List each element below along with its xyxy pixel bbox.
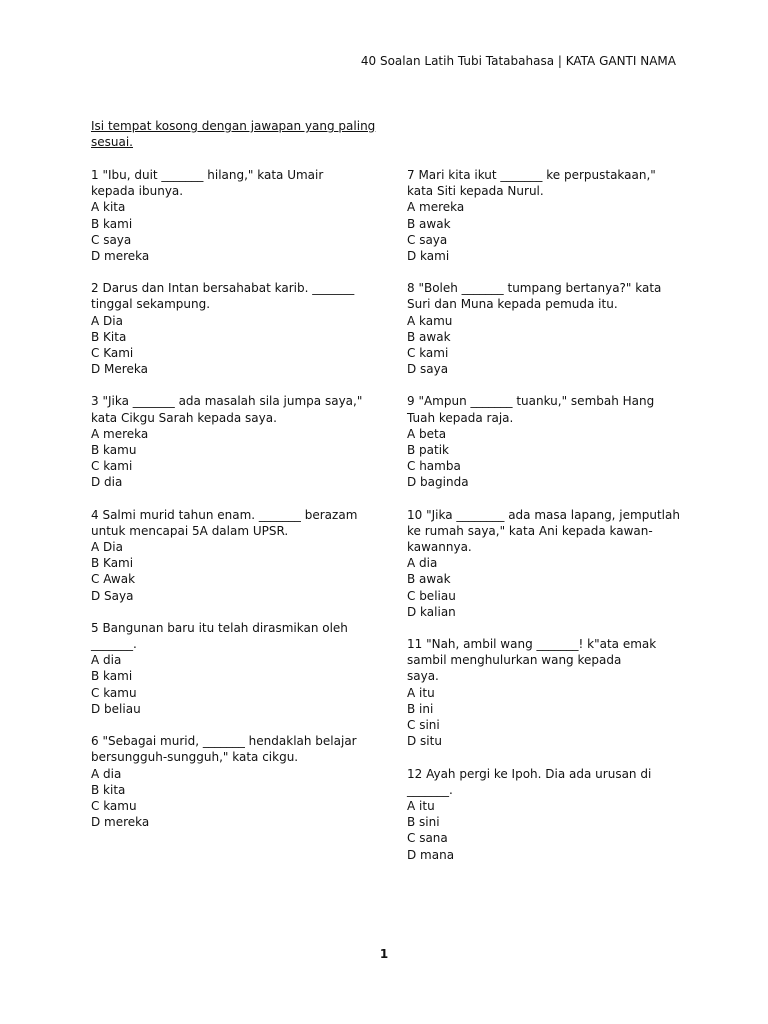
- option-a: A dia: [91, 653, 122, 668]
- option-d: D saya: [407, 362, 449, 377]
- option-c: C saya: [407, 232, 448, 247]
- option-d: D dia: [91, 475, 123, 490]
- question-text: 11 "Nah, ambil wang _______! k"ata emak sambil menghulurkan wang kepada saya.: [407, 637, 657, 684]
- option-c: C Kami: [91, 346, 134, 361]
- question-7: [407, 167, 692, 264]
- option-d: D baginda: [407, 475, 469, 490]
- option-c: C beliau: [407, 588, 456, 603]
- option-c: C Awak: [91, 572, 136, 587]
- option-c: C saya: [91, 232, 132, 247]
- option-d: D mereka: [91, 249, 150, 264]
- option-d: D mana: [407, 847, 455, 862]
- question-text: 1 "Ibu, duit _______ hilang," kata Umair kepada ibunya.: [91, 168, 324, 199]
- option-a: A dia: [91, 766, 122, 781]
- option-b: B sini: [407, 815, 440, 830]
- option-d: D kalian: [407, 604, 456, 619]
- option-b: B awak: [407, 572, 451, 587]
- option-c: C kamu: [91, 685, 137, 700]
- option-a: A itu: [407, 685, 435, 700]
- page-header: 40 Soalan Latih Tubi Tatabahasa | KATA GANTI NAMA: [360, 54, 676, 68]
- right-column: [407, 167, 692, 879]
- option-c: C kami: [91, 459, 133, 474]
- page-number: 1: [379, 947, 389, 961]
- question-text: 7 Mari kita ikut _______ ke perpustakaan," kata Siti kepada Nurul.: [407, 168, 656, 199]
- option-c: C kamu: [91, 798, 137, 813]
- question-text: 9 "Ampun _______ tuanku," sembah Hang Tuah kepada raja.: [407, 394, 655, 425]
- option-d: D kami: [407, 249, 450, 264]
- question-text: 2 Darus dan Intan bersahabat karib. _______ tinggal sekampung.: [91, 281, 355, 312]
- option-b: B ini: [407, 701, 434, 716]
- question-8: [407, 280, 692, 377]
- option-d: D mereka: [91, 815, 150, 830]
- option-b: B kami: [91, 669, 133, 684]
- option-a: A itu: [407, 798, 435, 813]
- option-b: B kami: [91, 216, 133, 231]
- question-text: 4 Salmi murid tahun enam. _______ berazam untuk mencapai 5A dalam UPSR.: [91, 507, 358, 538]
- question-text: 5 Bangunan baru itu telah dirasmikan oleh _______.: [91, 620, 348, 652]
- question-text: 3 "Jika _______ ada masalah sila jumpa saya," kata Cikgu Sarah kepada saya.: [91, 394, 363, 425]
- question-3: [91, 393, 376, 490]
- question-text: 6 "Sebagai murid, _______ hendaklah belajar bersungguh-sungguh," kata cikgu.: [91, 734, 357, 765]
- question-text: 12 Ayah pergi ke Ipoh. Dia ada urusan di _______.: [407, 766, 652, 797]
- option-a: A dia: [407, 556, 438, 571]
- option-c: C sana: [407, 831, 448, 846]
- option-a: A Dia: [91, 313, 123, 328]
- question-11: [407, 636, 692, 749]
- question-2: [91, 280, 376, 377]
- option-b: B kita: [91, 782, 126, 797]
- option-a: A mereka: [91, 426, 149, 441]
- option-a: A beta: [407, 426, 447, 441]
- option-b: B awak: [407, 216, 451, 231]
- option-b: B awak: [407, 329, 451, 344]
- question-10: [407, 507, 692, 620]
- option-a: A kita: [91, 200, 126, 215]
- option-d: D Saya: [91, 588, 134, 603]
- instructions: Isi tempat kosong dengan jawapan yang paling sesuai.: [91, 119, 376, 150]
- left-column: [91, 167, 376, 846]
- question-9: [407, 393, 692, 490]
- question-text: 10 "Jika ________ ada masa lapang, jemputlah ke rumah saya," kata Ani kepada kawan- kawannya.: [407, 507, 680, 555]
- option-a: A Dia: [91, 540, 123, 555]
- question-1: [91, 167, 376, 264]
- question-4: [91, 507, 376, 604]
- question-12: [407, 766, 692, 863]
- option-b: B Kita: [91, 329, 127, 344]
- option-d: D beliau: [91, 701, 141, 716]
- option-c: C hamba: [407, 459, 461, 474]
- option-c: C kami: [407, 346, 449, 361]
- question-text: 8 "Boleh _______ tumpang bertanya?" kata Suri dan Muna kepada pemuda itu.: [407, 281, 662, 312]
- option-a: A kamu: [407, 313, 453, 328]
- option-b: B Kami: [91, 556, 134, 571]
- option-a: A mereka: [407, 200, 465, 215]
- option-c: C sini: [407, 718, 440, 733]
- option-b: B patik: [407, 443, 450, 458]
- option-d: D Mereka: [91, 362, 148, 377]
- question-6: [91, 733, 376, 830]
- option-d: D situ: [407, 734, 442, 749]
- option-b: B kamu: [91, 443, 137, 458]
- question-5: [91, 620, 376, 717]
